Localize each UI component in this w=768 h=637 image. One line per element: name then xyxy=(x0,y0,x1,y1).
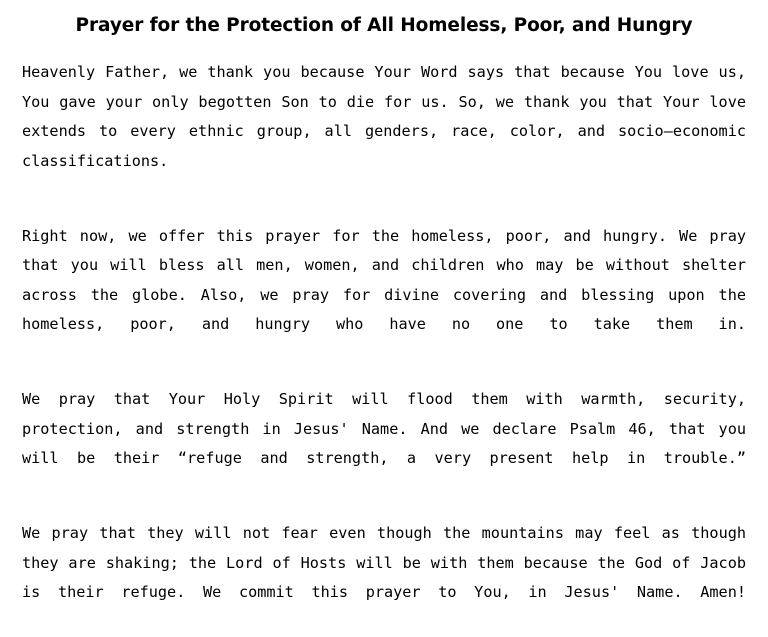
paragraph-4: We pray that they will not fear even though the mountains may feel as though they are shaking; the Lord of Hosts will be with them because the God of Jacob is their refuge. We commit this prayer to You, in Jesus' Name. Amen! xyxy=(22,524,746,602)
paragraph-3: We pray that Your Holy Spirit will flood them with warmth, security, protection, and strength in Jesus' Name. And we declare Psalm 46, that you will be their “refuge and strength, a very present help in trouble.” xyxy=(22,390,746,468)
page-title: Prayer for the Protection of All Homeless, Poor, and Hungry xyxy=(75,15,693,36)
paragraph-2: Right now, we offer this prayer for the homeless, poor, and hungry. We pray that you will bless all men, women, and children who may be without shelter across the globe. Also, we pray for divine covering and blessing upon the homeless, poor, and hungry who have no one to take them in. xyxy=(22,226,746,334)
paragraph-1: Heavenly Father, we thank you because Your Word says that because You love us, You gave your only begotten Son to die for us. So, we thank you that Your love extends to every ethnic group, all genders, race, color, and socio–economic classifications. xyxy=(22,63,746,170)
